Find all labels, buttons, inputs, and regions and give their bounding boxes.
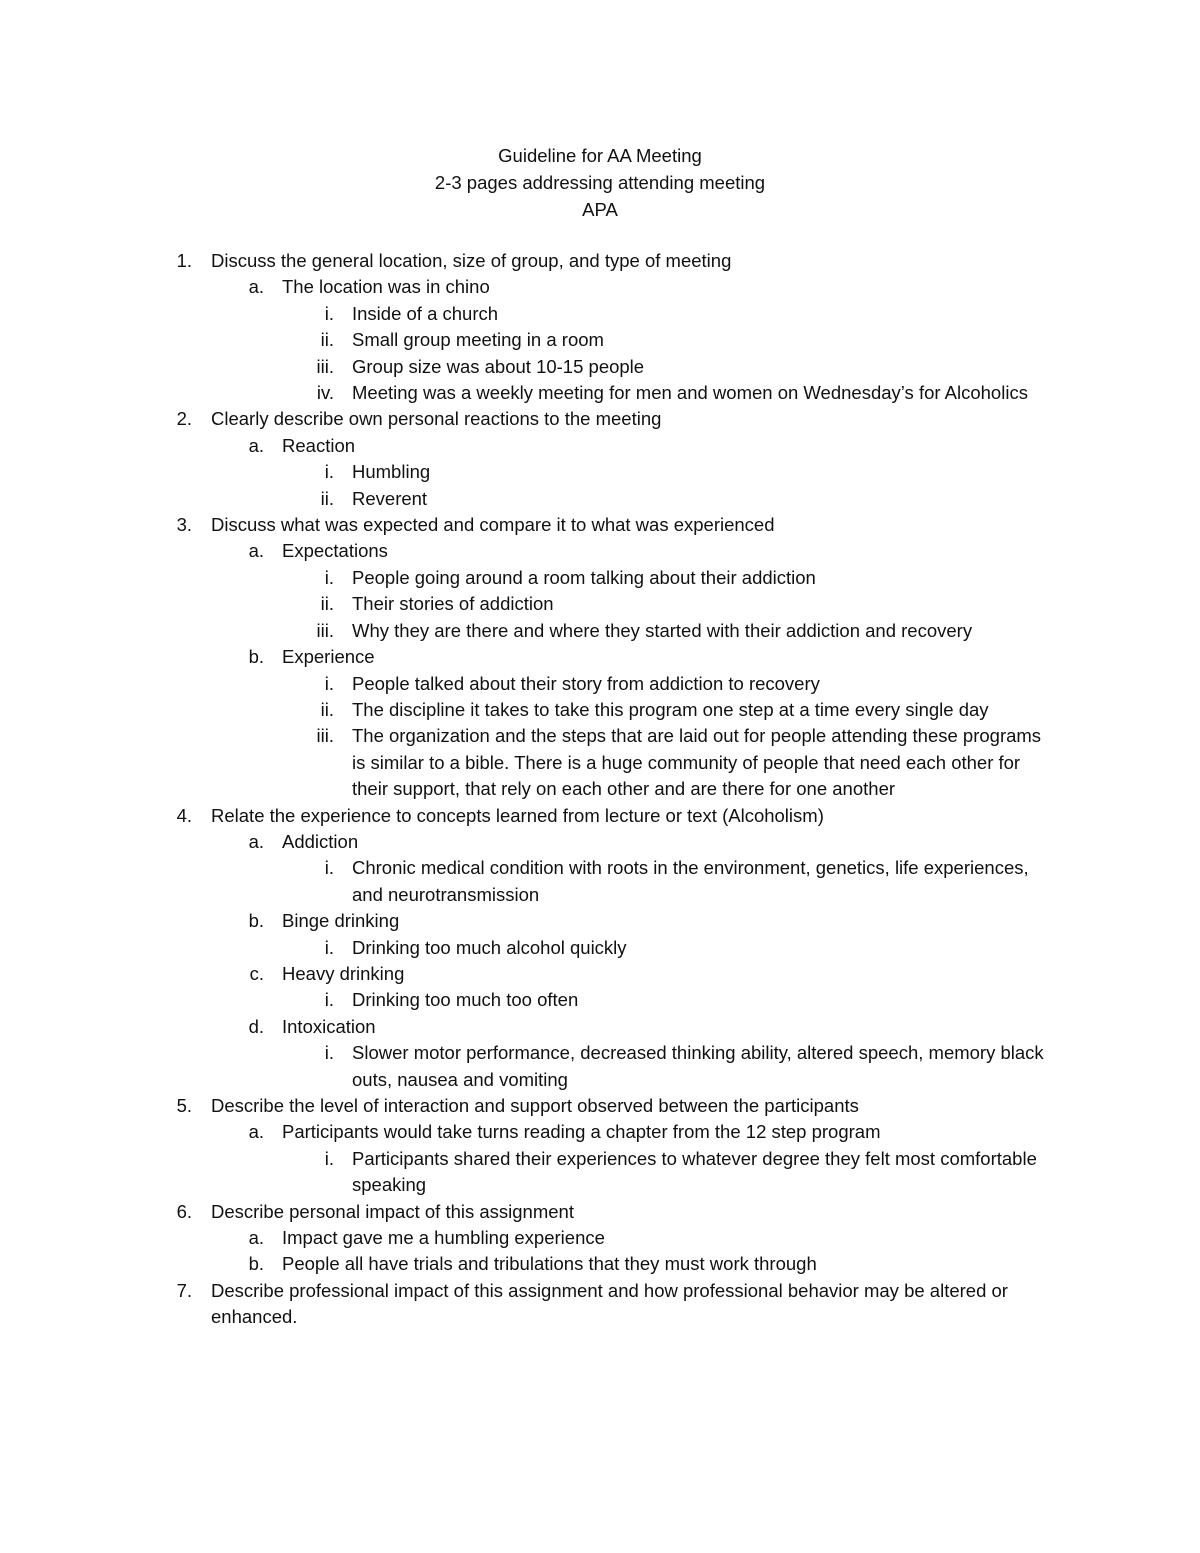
outline-item-level-3 [0,618,1200,644]
list-marker: iv. [316,382,334,404]
list-marker: ii. [320,329,334,351]
list-marker: i. [324,566,334,588]
outline-item-level-3 [0,565,1200,591]
list-marker: a. [248,1121,264,1143]
outline-item-level-3 [0,1146,1200,1199]
list-item-text: Discuss what was expected and compare it to what was experienced [211,514,775,536]
list-item-text: People going around a room talking about their addiction [352,566,816,588]
list-item-text: Group size was about 10-15 people [352,355,645,377]
format-label: APA [582,199,618,220]
list-marker: 2. [176,408,192,430]
list-item-text: Slower motor performance, decreased thinking ability, altered speech, memory black outs, nausea and vomiting [352,1042,1044,1090]
list-marker: i. [324,1042,334,1064]
list-item-text: Relate the experience to concepts learned from lecture or text (Alcoholism) [211,804,824,826]
list-item-text: Meeting was a weekly meeting for men and women on Wednesday’s for Alcoholics [352,382,1028,404]
outline-item-level-3 [0,855,1200,908]
list-item-text: People talked about their story from addiction to recovery [352,672,820,694]
outline-item-level-1 [0,803,1200,829]
outline-item-level-2 [0,1251,1200,1277]
outline-item-level-3 [0,486,1200,512]
list-item-text: Chronic medical condition with roots in the environment, genetics, life experiences, and neurotransmission [352,857,1029,905]
list-item-text: Binge drinking [282,910,400,932]
list-marker: i. [324,989,334,1011]
outline-item-level-3 [0,671,1200,697]
list-item-text: Drinking too much too often [352,989,579,1011]
outline-item-level-2 [0,433,1200,459]
outline-item-level-2 [0,1014,1200,1040]
list-marker: b. [248,646,264,668]
list-item-text: Participants shared their experiences to whatever degree they felt most comfortable speaking [352,1147,1037,1196]
outline-item-level-3 [0,459,1200,485]
outline-item-level-2 [0,274,1200,300]
outline-item-level-2 [0,1119,1200,1145]
outline-item-level-3 [0,697,1200,723]
outline-item-level-3 [0,354,1200,380]
list-marker: i. [324,857,334,879]
list-item-text: Addiction [282,830,359,852]
list-marker: iii. [316,355,334,377]
outline-item-level-2 [0,1225,1200,1251]
list-item-text: People all have trials and tribulations that they must work through [282,1253,817,1275]
list-item-text: Impact gave me a humbling experience [282,1227,605,1249]
list-item-text: Expectations [282,540,388,562]
list-item-text: Why they are there and where they started with their addiction and recovery [352,619,973,641]
list-item-text: The location was in chino [282,276,490,298]
list-item-text: Clearly describe own personal reactions to the meeting [211,408,662,430]
list-marker: i. [324,461,334,483]
list-marker: 3. [176,514,192,536]
list-marker: ii. [320,698,334,720]
outline-item-level-2 [0,961,1200,987]
list-marker: a. [248,540,264,562]
outline-item-level-1 [0,248,1200,274]
list-marker: i. [324,302,334,324]
list-marker: 1. [176,250,192,271]
list-marker: d. [248,1015,264,1037]
list-item-text: Humbling [352,461,431,483]
title-block [0,142,1200,223]
outline-item-level-3 [0,301,1200,327]
outline-item-level-2 [0,908,1200,934]
list-marker: a. [248,1227,264,1249]
list-marker: 7. [176,1279,192,1301]
list-item-text: Inside of a church [352,302,499,324]
list-marker: a. [248,434,264,456]
list-item-text: Reverent [352,487,428,509]
list-marker: 4. [176,804,192,826]
list-item-text: Describe personal impact of this assignment [211,1200,574,1222]
list-item-text: Small group meeting in a room [352,329,604,351]
list-item-text: Describe professional impact of this assignment and how professional behavior may be altered or enhanced. [211,1279,1008,1328]
list-item-text: Reaction [282,434,356,456]
outline-item-level-1 [0,1199,1200,1225]
list-marker: i. [324,672,334,694]
outline-item-level-1 [0,1278,1200,1331]
document-title: Guideline for AA Meeting [498,145,702,166]
list-marker: iii. [316,619,334,641]
document-subtitle: 2-3 pages addressing attending meeting [434,172,766,193]
list-item-text: Heavy drinking [282,962,405,984]
outline-list [0,248,1200,1331]
list-marker: i. [324,936,334,958]
list-marker: 5. [176,1095,192,1116]
outline-item-level-1 [0,406,1200,432]
outline-item-level-1 [0,1093,1200,1119]
list-marker: c. [249,962,264,984]
outline-item-level-3 [0,591,1200,617]
list-item-text: The discipline it takes to take this program one step at a time every single day [352,698,989,720]
list-item-text: Drinking too much alcohol quickly [352,936,627,958]
list-marker: ii. [320,593,334,615]
outline-item-level-3 [0,723,1200,802]
outline-item-level-2 [0,538,1200,564]
outline-item-level-3 [0,1040,1200,1093]
list-marker: a. [248,830,264,852]
list-item-text: Describe the level of interaction and support observed between the participants [211,1095,859,1116]
outline-item-level-1 [0,512,1200,538]
list-item-text: Discuss the general location, size of group, and type of meeting [211,250,732,271]
list-marker: b. [248,1253,264,1275]
list-marker: a. [248,276,264,298]
list-item-text: The organization and the steps that are laid out for people attending these programs is similar to a bible. There is a huge community of people that need each other for their support, that rely on each other and are there for one another [352,725,1042,800]
outline-item-level-3 [0,327,1200,353]
outline-item-level-2 [0,644,1200,670]
outline-item-level-3 [0,380,1200,406]
list-item-text: Participants would take turns reading a chapter from the 12 step program [282,1121,881,1143]
list-marker: iii. [316,725,334,747]
list-item-text: Intoxication [282,1015,376,1037]
list-marker: 6. [176,1200,192,1222]
list-item-text: Experience [282,646,375,668]
list-marker: ii. [320,487,334,509]
outline-item-level-3 [0,935,1200,961]
outline-item-level-3 [0,987,1200,1013]
list-item-text: Their stories of addiction [352,593,554,615]
outline-item-level-2 [0,829,1200,855]
list-marker: b. [248,910,264,932]
list-marker: i. [324,1147,334,1169]
